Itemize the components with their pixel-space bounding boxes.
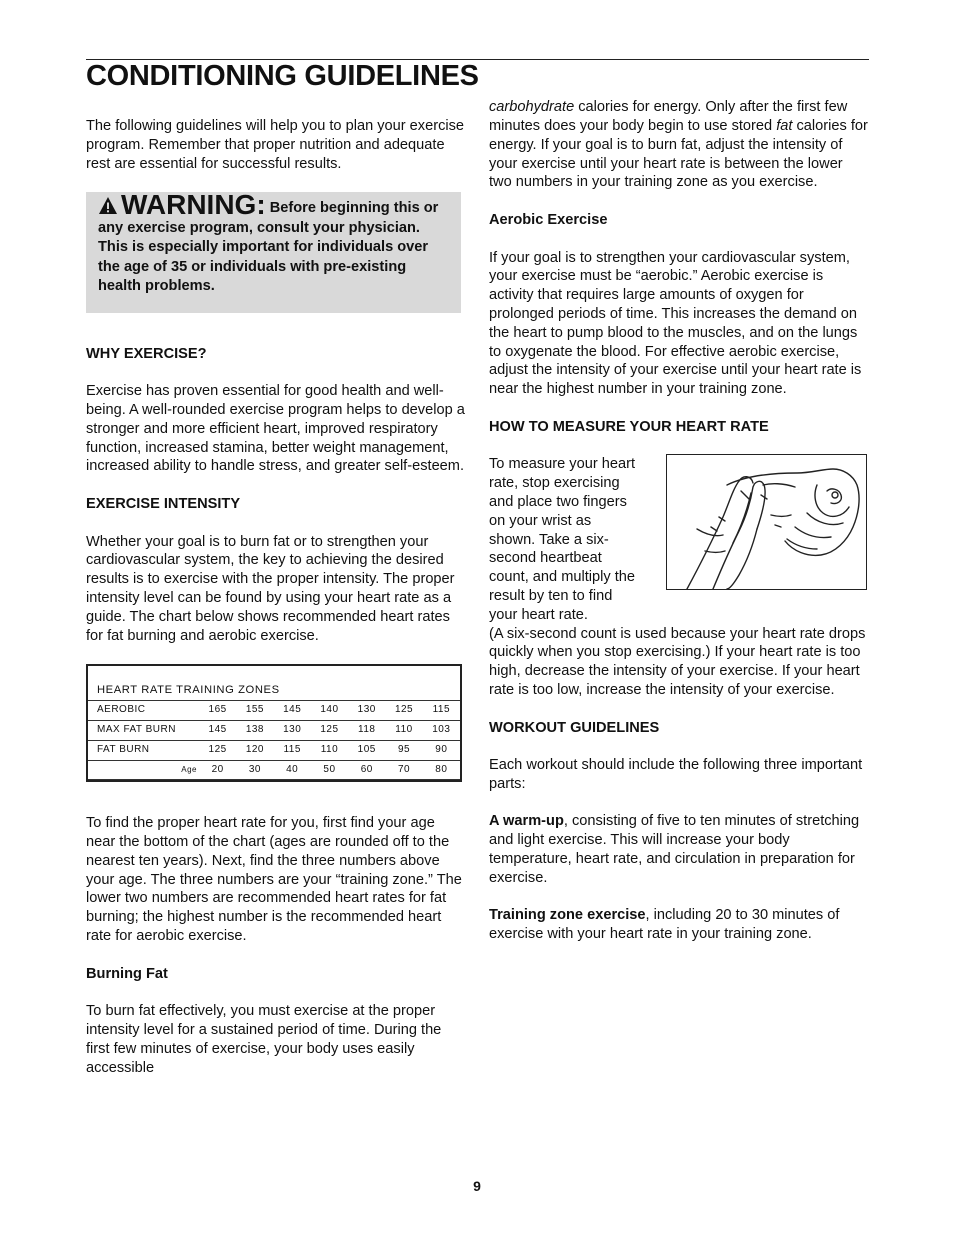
age-value: 60 (348, 760, 385, 780)
heart-rate-value: 110 (311, 740, 348, 760)
age-value: 50 (311, 760, 348, 780)
intro-paragraph: The following guidelines will help you to plan your exercise program. Remember that proper nutrition and adequate rest are essential for successful results. (86, 118, 465, 172)
age-value: 80 (423, 760, 460, 780)
heart-rate-value: 145 (274, 701, 311, 721)
heart-rate-chart (86, 664, 462, 782)
warning-text: Before beginning this or any exercise program, consult your physician. This is especially important for individuals over the age of 35 or individuals with pre-existing health problems. (98, 200, 439, 295)
heart-rate-value: 110 (385, 721, 422, 741)
chart-row (88, 701, 460, 721)
workout-guidelines-body: Each workout should include the following three important parts: (489, 757, 863, 792)
burning-fat-text-b: calories for energy. Only after the first few minutes does your body begin to use stored (489, 99, 848, 134)
heart-rate-value: 130 (348, 701, 385, 721)
heart-rate-value: 138 (236, 721, 273, 741)
carbohydrate-em: carbohydrate (489, 99, 575, 116)
heart-rate-value: 115 (274, 740, 311, 760)
chart-row (88, 721, 460, 741)
heart-rate-value: 118 (348, 721, 385, 741)
heart-rate-value: 120 (236, 740, 273, 760)
heart-rate-table (88, 700, 460, 780)
heart-rate-value: 125 (199, 740, 236, 760)
fat-em: fat (776, 118, 793, 134)
heart-rate-value: 125 (311, 721, 348, 741)
warning-label: WARNING: (121, 189, 266, 221)
row-label: AEROBIC (88, 701, 199, 721)
heart-rate-value: 165 (199, 701, 236, 721)
warmup-paragraph (489, 812, 869, 887)
page-number: 9 (473, 1178, 481, 1194)
age-value: 40 (274, 760, 311, 780)
warmup-bold: A warm-up (489, 813, 564, 830)
aerobic-exercise-body: If your goal is to strengthen your cardiovascular system, your exercise must be “aerobic.” Aerobic exercise is activity that requires large amounts of oxygen for prolonged periods of time. This increases the demand on the heart to pump blood to the muscles, and on the lungs to oxygenate the blood. For effective aerobic exercise, adjust the intensity of your exercise until your heart rate is near the highest number in your training zone. (489, 249, 862, 398)
training-bold: Training zone exercise (489, 907, 646, 924)
chart-title: HEART RATE TRAINING ZONES (97, 684, 280, 697)
burning-fat-continued (489, 98, 869, 192)
age-label: Age (88, 760, 199, 780)
heart-rate-value: 115 (423, 701, 460, 721)
age-value: 20 (199, 760, 236, 780)
age-value: 70 (385, 760, 422, 780)
chart-row (88, 740, 460, 760)
left-column (86, 117, 466, 1096)
page-title: CONDITIONING GUIDELINES (86, 60, 479, 92)
burning-fat-text-c: calories for energy. If your goal is to burn fat, adjust the intensity of your exercise until your heart rate is between the lower two numbers in your training zone as you exercise. (489, 118, 868, 191)
burning-fat-text-a: To burn fat effectively, you must exercise at the proper intensity level for a sustained period of time. During the first few minutes of exercise, your body uses easily accessible (86, 1003, 442, 1076)
warning-triangle-icon (98, 196, 118, 215)
warning-box (86, 189, 461, 313)
heart-rate-value: 103 (423, 721, 460, 741)
heart-rate-value: 105 (348, 740, 385, 760)
why-exercise-body: Exercise has proven essential for good health and well-being. A well-rounded exercise program helps to develop a stronger and more efficient heart, improved respiratory function, increased stamina, better weight management, increased ability to handle stress, and greater self-esteem. (86, 383, 465, 475)
find-rate-paragraph: To find the proper heart rate for you, first find your age near the bottom of the chart (ages are rounded off to the nearest ten years). Next, find the three numbers above your age. The three numbers are your “training zone.” The lower two numbers are recommended heart rates for fat burning; the highest number is the recommended heart rate for aerobic exercise. (86, 815, 462, 945)
measure-heart-rate-block (489, 455, 869, 699)
measure-heart-rate-heading: HOW TO MEASURE YOUR HEART RATE (489, 418, 769, 435)
heart-rate-value: 140 (311, 701, 348, 721)
age-value: 30 (236, 760, 273, 780)
heart-rate-value: 145 (199, 721, 236, 741)
heart-rate-value: 95 (385, 740, 422, 760)
aerobic-exercise-heading: Aerobic Exercise (489, 211, 608, 228)
hand-on-wrist-icon (667, 455, 866, 589)
wrist-pulse-illustration (666, 454, 867, 590)
heart-rate-value: 155 (236, 701, 273, 721)
exercise-intensity-body: Whether your goal is to burn fat or to strengthen your cardiovascular system, the key to achieving the desired results is to exercise with the proper intensity. The proper intensity level can be found by using your heart rate as a guide. The chart below shows recommended heart rates for fat burning and aerobic exercise. (86, 533, 455, 644)
burning-fat-body (86, 1002, 466, 1077)
measure-heart-rate-body: (A six-second count is used because your heart rate drops quickly when you stop exercising.) If your heart rate is too high, decrease the intensity of your exercise. If your heart rate is too low, increase the intensity of your exercise. (489, 625, 866, 698)
why-exercise-heading: WHY EXERCISE? (86, 345, 207, 362)
age-row (88, 760, 460, 780)
heart-rate-value: 90 (423, 740, 460, 760)
training-text: , including 20 to 30 minutes of exercise with your heart rate in your training zone. (489, 907, 840, 943)
exercise-intensity-heading: EXERCISE INTENSITY (86, 496, 241, 513)
warmup-text: , consisting of five to ten minutes of stretching and light exercise. This will increase your body temperature, heart rate, and circulation in preparation for exercise. (489, 813, 860, 886)
right-column (489, 99, 869, 963)
heart-rate-value: 130 (274, 721, 311, 741)
row-label: FAT BURN (88, 740, 199, 760)
training-paragraph (489, 906, 869, 944)
measure-heart-rate-wrap-text: To measure your heart rate, stop exercising and place two fingers on your wrist as shown. Take a six-second heartbeat count, and multiply the result by ten to find your heart rate. (489, 456, 636, 623)
row-label: MAX FAT BURN (88, 721, 199, 741)
burning-fat-heading: Burning Fat (86, 965, 168, 982)
heart-rate-value: 125 (385, 701, 422, 721)
workout-guidelines-heading: WORKOUT GUIDELINES (489, 719, 660, 736)
